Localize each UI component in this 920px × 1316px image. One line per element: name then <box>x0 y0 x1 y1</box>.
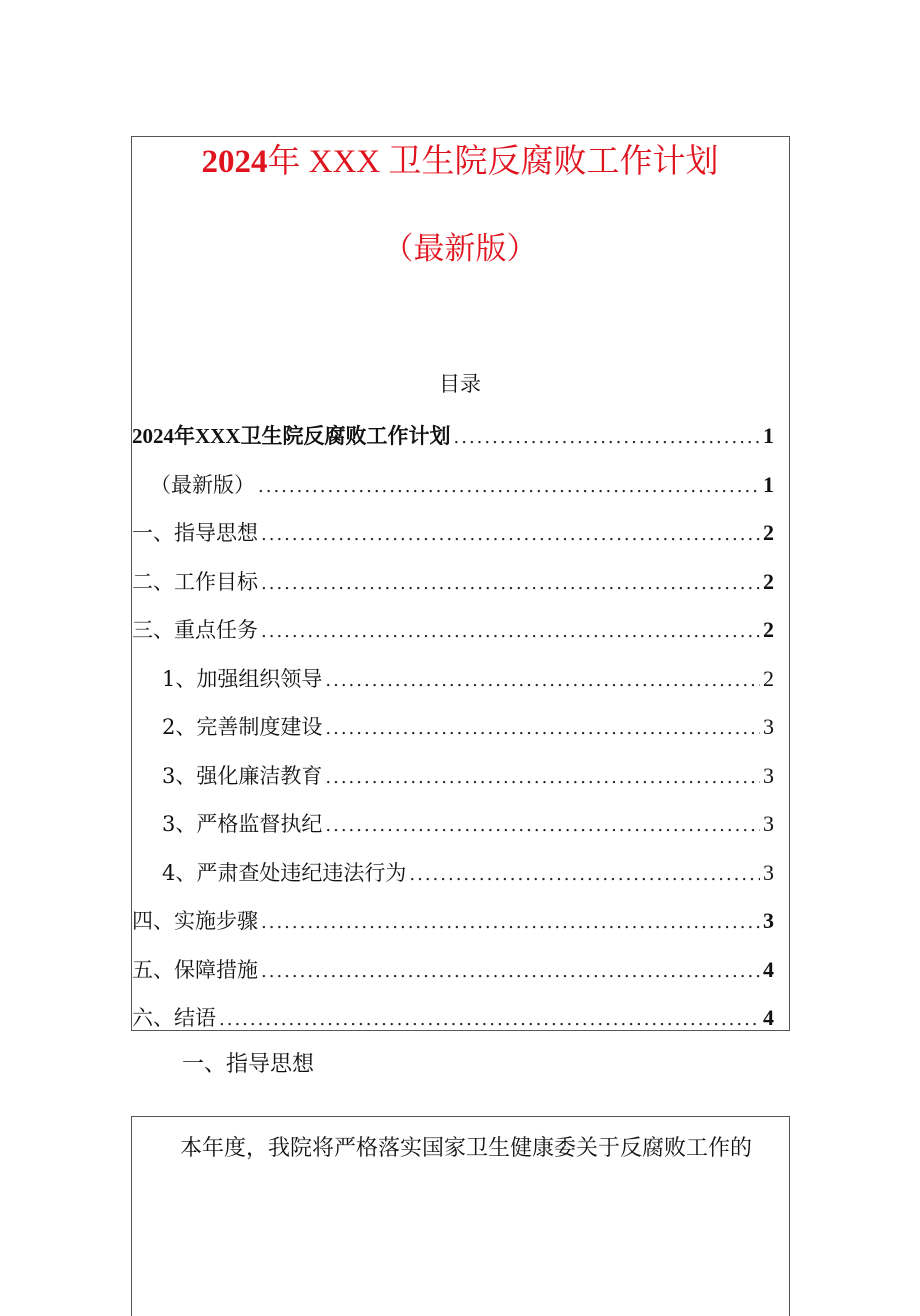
toc-entry-page: 2 <box>763 520 774 545</box>
toc-entry-page: 3 <box>763 762 774 788</box>
toc-entry-page: 3 <box>763 908 774 933</box>
toc-leader <box>325 806 760 846</box>
toc-entry[interactable] <box>132 610 774 659</box>
toc-entry[interactable] <box>132 707 774 756</box>
toc-entry-label: 2024年XXX卫生院反腐败工作计划 <box>132 424 451 448</box>
title-text: 年 XXX 卫生院反腐败工作计划 <box>267 144 719 180</box>
toc-entry[interactable] <box>132 998 774 1047</box>
toc-leader <box>219 1000 760 1040</box>
title-year: 2024 <box>201 144 268 180</box>
toc-heading: 目录 <box>439 372 481 396</box>
body-paragraph: 本年度，我院将严格落实国家卫生健康委关于反腐败工作的 <box>180 1136 753 1161</box>
toc-entry-page: 3 <box>763 859 774 885</box>
toc-entry[interactable] <box>132 756 774 805</box>
document-subtitle: （最新版） <box>382 231 538 266</box>
toc-entry-label: 3、严格监督执纪 <box>162 812 323 836</box>
toc-entry[interactable] <box>132 513 774 562</box>
toc-entry-label: 2、完善制度建设 <box>162 715 323 739</box>
toc-leader <box>325 709 760 749</box>
toc-entry-label: 一、指导思想 <box>132 521 258 545</box>
toc-leader <box>325 661 760 701</box>
toc-entry[interactable] <box>132 562 774 611</box>
toc-entry[interactable] <box>132 901 774 950</box>
toc-entry-page: 2 <box>763 617 774 642</box>
toc-entry[interactable] <box>132 804 774 853</box>
toc-entry-label: 4、严肃查处违纪违法行为 <box>162 860 407 885</box>
toc-leader <box>258 467 760 507</box>
toc-leader <box>261 515 760 555</box>
toc-entry[interactable] <box>132 659 774 708</box>
toc-entry[interactable] <box>132 416 774 465</box>
toc-entry[interactable] <box>132 950 774 999</box>
toc-entry-page: 4 <box>763 956 774 982</box>
toc-entry-page: 1 <box>763 471 774 497</box>
toc-leader <box>261 952 760 992</box>
toc-entry-page: 3 <box>763 811 774 836</box>
toc-entry-page: 4 <box>763 1005 774 1030</box>
toc-leader <box>325 758 760 798</box>
section-heading: 一、指导思想 <box>182 1052 315 1077</box>
toc-leader <box>261 612 760 652</box>
toc-entry-label: 3、强化廉洁教育 <box>162 763 323 788</box>
toc-leader <box>261 903 760 943</box>
document-title <box>0 138 920 186</box>
toc-entry-label: 四、实施步骤 <box>132 909 258 933</box>
toc-leader <box>261 564 760 604</box>
toc-leader <box>454 418 761 458</box>
toc-leader <box>409 855 760 895</box>
toc-entry-page: 2 <box>763 665 774 691</box>
toc-entry-label: 五、保障措施 <box>132 957 258 982</box>
toc-entry-page: 1 <box>763 423 774 448</box>
toc-entry-label: （最新版） <box>150 472 255 497</box>
toc-entry-label: 三、重点任务 <box>132 618 258 642</box>
toc-entry-label: 二、工作目标 <box>132 569 258 594</box>
toc-entry-label: 六、结语 <box>132 1006 216 1030</box>
toc-entry-page: 2 <box>763 568 774 594</box>
toc-entry-page: 3 <box>763 714 774 739</box>
toc-entry-label: 1、加强组织领导 <box>162 666 323 691</box>
table-of-contents <box>132 416 774 1047</box>
toc-entry[interactable] <box>132 465 774 514</box>
toc-entry[interactable] <box>132 853 774 902</box>
